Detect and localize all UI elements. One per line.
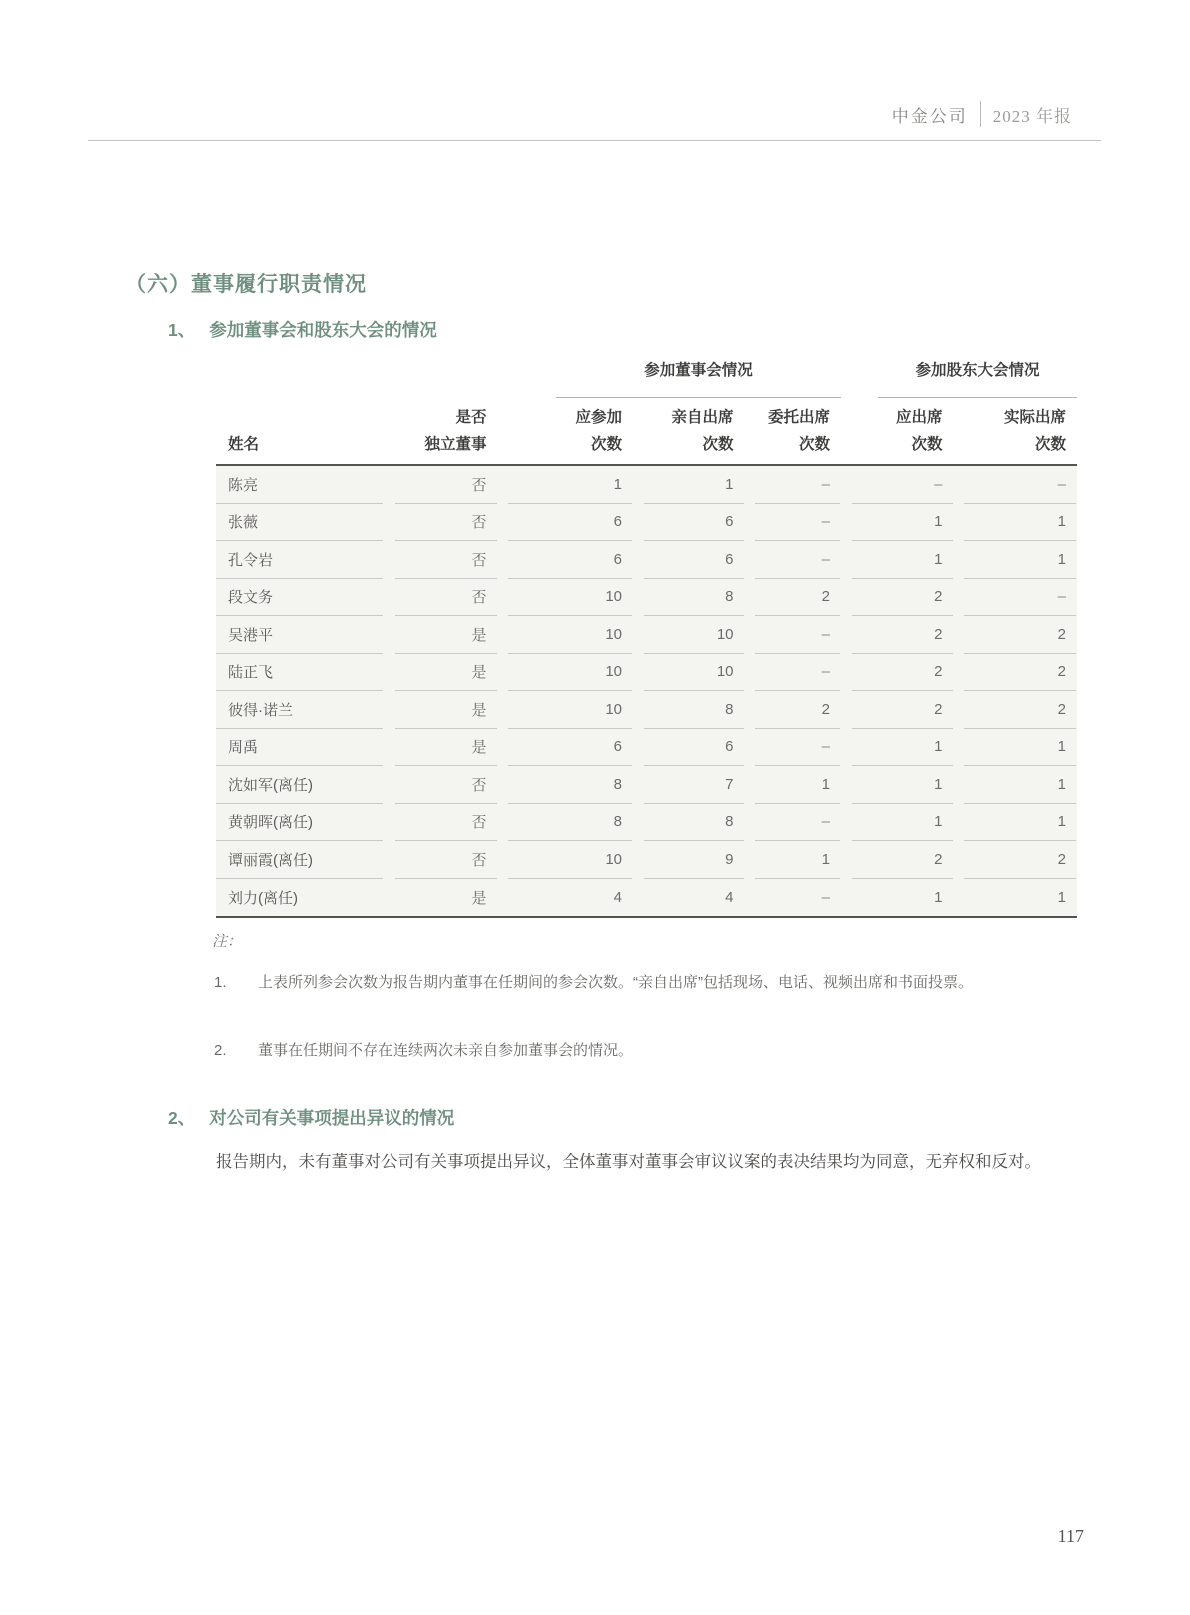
- attendance-value-cell: 1: [508, 466, 632, 504]
- attendance-value-cell: 是: [395, 691, 497, 729]
- attendance-value-cell: –: [964, 466, 1076, 504]
- table-row: [216, 466, 1077, 504]
- section-title: （六）董事履行职责情况: [125, 273, 367, 296]
- subsection-2-number: 2、: [168, 1108, 196, 1128]
- subsection-1-number: 1、: [168, 320, 196, 340]
- table-row: [216, 691, 1077, 729]
- company-name: 中金公司: [891, 106, 968, 126]
- attendance-value-cell: 4: [725, 888, 734, 906]
- note-1-text: 上表所列参会次数为报告期内董事在任期间的参会次数。“亲自出席”包括现场、电话、视频出席和书面投票。: [258, 974, 973, 991]
- table-row: [216, 616, 1077, 654]
- attendance-value-cell: 否: [395, 541, 497, 579]
- column-header-6: 实际出席 次数: [1003, 409, 1066, 453]
- note-item-2: [212, 1034, 1077, 1067]
- attendance-value-cell: 10: [508, 654, 632, 692]
- attendance-value-cell: 否: [395, 766, 497, 804]
- director-name-cell: 周禹: [216, 729, 383, 767]
- attendance-value-cell: 1: [755, 841, 840, 879]
- attendance-table: [216, 356, 1077, 918]
- director-name-cell: 张薇: [216, 504, 383, 542]
- attendance-value-cell: 1: [644, 466, 744, 504]
- attendance-value-cell: 10: [508, 616, 632, 654]
- column-header-5: 应出席 次数: [895, 409, 943, 453]
- attendance-value-cell: 1: [1057, 888, 1066, 906]
- attendance-value-cell: 6: [644, 504, 744, 542]
- attendance-value-cell: –: [755, 504, 840, 542]
- note-item-1: [212, 966, 1077, 999]
- attendance-value-cell: 1: [852, 729, 953, 767]
- attendance-value-cell: –: [755, 729, 840, 767]
- header-rule: [88, 140, 1101, 141]
- attendance-value-cell: 2: [852, 691, 953, 729]
- attendance-value-cell: 2: [964, 841, 1076, 879]
- director-name-cell: 吴港平: [216, 616, 383, 654]
- attendance-value-cell: 2: [755, 579, 840, 617]
- board-group-underline: [556, 397, 841, 398]
- attendance-value-cell: 1: [934, 888, 943, 906]
- attendance-value-cell: 是: [395, 729, 497, 767]
- attendance-value-cell: 1: [852, 504, 953, 542]
- table-group-header-row: [216, 356, 1077, 398]
- attendance-value-cell: 10: [508, 579, 632, 617]
- attendance-value-cell: 7: [644, 766, 744, 804]
- table-row: [216, 879, 1077, 917]
- attendance-value-cell: –: [821, 888, 830, 906]
- subsection-1-title: 参加董事会和股东大会的情况: [209, 320, 437, 340]
- attendance-value-cell: –: [755, 804, 840, 842]
- note-2-text: 董事在任期间不存在连续两次未亲自参加董事会的情况。: [258, 1042, 634, 1059]
- attendance-value-cell: –: [755, 654, 840, 692]
- attendance-value-cell: 2: [852, 616, 953, 654]
- attendance-value-cell: 1: [964, 766, 1076, 804]
- shareholder-group-underline: [878, 397, 1077, 398]
- attendance-value-cell: 10: [644, 654, 744, 692]
- attendance-value-cell: 4: [613, 888, 622, 906]
- attendance-value-cell: 6: [644, 541, 744, 579]
- attendance-value-cell: 1: [852, 804, 953, 842]
- attendance-value-cell: 8: [508, 804, 632, 842]
- header-divider: [980, 101, 981, 127]
- director-name-cell: 谭丽霞(离任): [216, 841, 383, 879]
- subsection-2-paragraph: 报告期内，未有董事对公司有关事项提出异议，全体董事对董事会审议议案的表决结果均为同意，无弃权和反对。: [216, 1153, 1041, 1171]
- table-row: [216, 804, 1077, 842]
- attendance-value-cell: –: [755, 466, 840, 504]
- attendance-value-cell: 1: [852, 541, 953, 579]
- attendance-value-cell: 2: [852, 841, 953, 879]
- director-name-cell: 陆正飞: [216, 654, 383, 692]
- table-body: [216, 466, 1077, 916]
- subsection-2-heading: [168, 1105, 454, 1130]
- attendance-value-cell: 1: [852, 766, 953, 804]
- attendance-value-cell: 6: [508, 541, 632, 579]
- attendance-value-cell: –: [755, 541, 840, 579]
- attendance-value-cell: 是: [395, 654, 497, 692]
- attendance-value-cell: 1: [755, 766, 840, 804]
- attendance-value-cell: 是: [471, 889, 487, 907]
- attendance-value-cell: 10: [508, 691, 632, 729]
- note-1-number: 1.: [214, 974, 227, 991]
- attendance-value-cell: 2: [852, 579, 953, 617]
- table-row: [216, 841, 1077, 879]
- column-header-1: 是否 独立董事: [424, 409, 487, 453]
- group-header-board-label: 参加董事会情况: [644, 362, 753, 379]
- attendance-value-cell: 1: [964, 541, 1076, 579]
- director-name-cell: 孔令岩: [216, 541, 383, 579]
- attendance-value-cell: 9: [644, 841, 744, 879]
- attendance-value-cell: 10: [508, 841, 632, 879]
- notes-label: 注：: [212, 933, 243, 950]
- attendance-value-cell: –: [755, 616, 840, 654]
- attendance-value-cell: 是: [395, 616, 497, 654]
- attendance-value-cell: 2: [755, 691, 840, 729]
- attendance-value-cell: 8: [508, 766, 632, 804]
- page-number: 117: [1057, 1526, 1084, 1546]
- attendance-value-cell: –: [852, 466, 953, 504]
- report-year: 2023 年报: [992, 106, 1072, 126]
- attendance-value-cell: 1: [964, 804, 1076, 842]
- table-row: [216, 729, 1077, 767]
- attendance-value-cell: 1: [964, 504, 1076, 542]
- column-header-0: 姓名: [228, 436, 260, 453]
- attendance-value-cell: 否: [395, 804, 497, 842]
- attendance-value-cell: 8: [644, 804, 744, 842]
- attendance-value-cell: 1: [964, 729, 1076, 767]
- attendance-value-cell: 否: [395, 466, 497, 504]
- group-header-shareholder: [878, 356, 1077, 398]
- attendance-value-cell: 8: [644, 691, 744, 729]
- director-name-cell: 彼得·诺兰: [216, 691, 383, 729]
- note-2-number: 2.: [214, 1042, 227, 1059]
- attendance-value-cell: 否: [395, 579, 497, 617]
- attendance-value-cell: 6: [508, 729, 632, 767]
- column-header-2: 应参加 次数: [575, 409, 622, 453]
- column-header-3: 亲自出席 次数: [671, 409, 734, 453]
- director-name-cell: 刘力(离任): [228, 889, 298, 907]
- attendance-value-cell: 否: [395, 841, 497, 879]
- table-row: [216, 654, 1077, 692]
- director-name-cell: 段文务: [216, 579, 383, 617]
- table-row: [216, 766, 1077, 804]
- group-header-board: [556, 356, 841, 398]
- attendance-value-cell: –: [964, 579, 1076, 617]
- table-row: [216, 579, 1077, 617]
- column-header-4: 委托出席 次数: [767, 409, 830, 453]
- table-row: [216, 541, 1077, 579]
- group-header-shareholder-label: 参加股东大会情况: [915, 362, 1040, 379]
- subsection-2-title: 对公司有关事项提出异议的情况: [209, 1108, 455, 1128]
- subsection-1-heading: [168, 317, 437, 342]
- attendance-value-cell: 否: [395, 504, 497, 542]
- director-name-cell: 沈如军(离任): [216, 766, 383, 804]
- attendance-value-cell: 2: [964, 616, 1076, 654]
- director-name-cell: 陈亮: [216, 466, 383, 504]
- table-row: [216, 504, 1077, 542]
- attendance-value-cell: 6: [508, 504, 632, 542]
- attendance-value-cell: 2: [852, 654, 953, 692]
- attendance-value-cell: 10: [644, 616, 744, 654]
- running-head: [892, 101, 1072, 127]
- table-bottom-rule: [216, 916, 1077, 918]
- attendance-value-cell: 2: [964, 654, 1076, 692]
- attendance-value-cell: 6: [644, 729, 744, 767]
- director-name-cell: 黄朝晖(离任): [216, 804, 383, 842]
- table-column-header-row: [216, 398, 1077, 458]
- attendance-value-cell: 8: [644, 579, 744, 617]
- attendance-value-cell: 2: [964, 691, 1076, 729]
